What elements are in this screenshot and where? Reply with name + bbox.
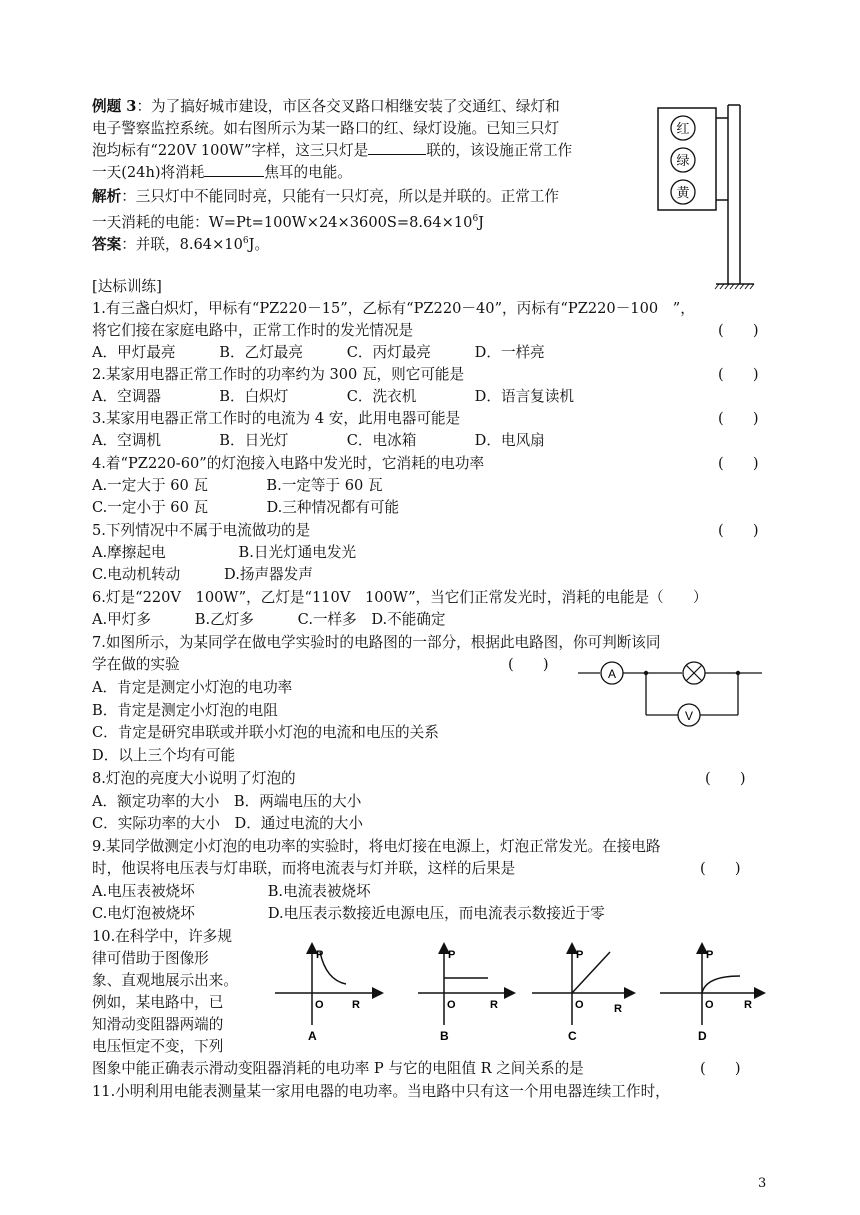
answer-line: 答案：并联，$8.64\times 10^6J$。 [92, 235, 270, 253]
q7-line-1: 7.如图所示，为某同学在做电学实验时的电路图的一部分，根据此电路图，你可判断该同 [92, 634, 661, 651]
q1-line-2: 将它们接在家庭电路中，正常工作时的发光情况是 [92, 322, 414, 339]
graph-c [532, 948, 630, 1043]
q1-options: A．甲灯最亮 B．乙灯最亮 C．丙灯最亮 D．一样亮 [92, 344, 545, 361]
q5-answer-blank: ( ) [718, 522, 759, 539]
svg-text:R: R [490, 999, 498, 1011]
q1-answer-blank: ( ) [718, 322, 759, 339]
q10-line-2: 律可借助于图像形 [92, 950, 209, 967]
section-title: [达标训练] [92, 278, 162, 295]
q9-line-2: 时，他误将电压表与灯串联，而将电流表与灯并联，这样的后果是 [92, 860, 516, 877]
q11-line-1: 11.小明利用电能表测量某一家用电器的电功率。当电路中只有这一个用电器连续工作时， [92, 1083, 670, 1100]
q2-answer-blank: ( ) [718, 366, 759, 383]
q10-graphs [270, 940, 770, 1055]
svg-text:O: O [447, 999, 456, 1011]
q9-options-1: A.电压表被烧坏 B.电流表被烧坏 [92, 883, 371, 900]
q1-line-1: 1.有三盏白炽灯，甲标有“PZ220－15”，乙标有“PZ220－40”，丙标有“PZ220－100 ”， [92, 300, 695, 317]
q10-line-4: 例如，某电路中，已 [92, 994, 224, 1011]
graph-a [275, 948, 378, 1043]
svg-text:R: R [614, 1003, 622, 1015]
q8-options-2: C．实际功率的大小 D．通过电流的大小 [92, 815, 363, 832]
q3-line-1: 3.某家用电器正常工作时的电流为 4 安，此用电器可能是 [92, 410, 461, 427]
q10-line-6: 电压恒定不变，下列 [92, 1038, 224, 1055]
q4-line-1: 4.着“PZ220-60”的灯泡接入电路中发光时，它消耗的电功率 [92, 455, 485, 472]
svg-text:P: P [316, 949, 324, 961]
example-line-2: 电子警察监控系统。如右图所示为某一路口的红、绿灯设施。已知三只灯 [92, 120, 560, 137]
q4-options-1: A.一定大于 60 瓦 B.一定等于 60 瓦 [92, 477, 383, 494]
q7-option-c: C．肯定是研究串联或并联小灯泡的电流和电压的关系 [92, 724, 439, 741]
q9-line-1: 9.某同学做测定小灯泡的电功率的实验时，将电灯接在电源上，灯泡正常发光。在接电路 [92, 838, 661, 855]
q7-option-d: D．以上三个均有可能 [92, 747, 236, 764]
q7-circuit-diagram [570, 655, 770, 730]
q10-answer-blank: ( ) [700, 1060, 741, 1077]
svg-text:R: R [744, 999, 752, 1011]
q10-line-5: 知滑动变阻器两端的 [92, 1016, 224, 1033]
q7-answer-blank: ( ) [508, 656, 549, 673]
svg-text:R: R [352, 999, 360, 1011]
q8-line-1: 8.灯泡的亮度大小说明了灯泡的 [92, 770, 296, 787]
q4-answer-blank: ( ) [718, 455, 759, 472]
q9-options-2: C.电灯泡被烧坏 D.电压表示数接近电源电压，而电流表示数接近于零 [92, 905, 605, 922]
example-line-3: 泡均标有“220V 100W”字样，这三只灯是 联的，该设施正常工作 [92, 142, 573, 159]
q5-options-1: A.摩擦起电 B.日光灯通电发光 [92, 544, 357, 561]
q9-answer-blank: ( ) [700, 860, 741, 877]
example-line-4: 一天(24h)将消耗 焦耳的电能。 [92, 164, 352, 181]
analysis-label: 解析 [92, 188, 122, 205]
answer-label: 答案 [92, 235, 122, 253]
q3-options: A．空调机 B．日光灯 C．电冰箱 D．电风扇 [92, 432, 545, 449]
svg-text:A: A [607, 667, 617, 681]
example-line-1: 例题 3：为了搞好城市建设，市区各交叉路口相继安装了交通红、绿灯和 [92, 98, 560, 115]
q8-answer-blank: ( ) [705, 770, 746, 787]
analysis-line-2: 一天消耗的电能：$W=Pt=100W\times 24\times 3600S=8.64\times 10^6J$ [92, 213, 485, 231]
svg-text:O: O [575, 999, 584, 1011]
svg-text:红: 红 [676, 121, 690, 136]
q7-option-b: B．肯定是测定小灯泡的电阻 [92, 702, 278, 719]
q10-line-1: 10.在科学中，许多规 [92, 928, 232, 945]
analysis-line-1: 解析：三只灯中不能同时亮，只能有一只灯亮，所以是并联的。正常工作 [92, 188, 560, 205]
svg-text:V: V [684, 709, 694, 723]
q10-line-3: 象、直观地展示出来。 [92, 972, 238, 989]
page-number: 3 [758, 1176, 767, 1191]
q6-options: A.甲灯多 B.乙灯多 C.一样多 D.不能确定 [92, 611, 446, 628]
q2-line-1: 2.某家用电器正常工作时的功率约为 300 瓦，则它可能是 [92, 366, 465, 383]
q6-line-1: 6.灯是“220V 100W”，乙灯是“110V 100W”，当它们正常发光时，消耗的电能是（ ） [92, 589, 708, 606]
svg-text:绿: 绿 [676, 153, 690, 168]
svg-text:P: P [576, 949, 584, 961]
q10-line-7: 图象中能正确表示滑动变阻器消耗的电功率 P 与它的电阻值 R 之间关系的是 [92, 1060, 584, 1077]
q7-option-a: A．肯定是测定小灯泡的电功率 [92, 679, 293, 696]
example-label: 例题 3 [92, 98, 137, 115]
q2-options: A．空调器 B．白炽灯 C．洗衣机 D．语言复读机 [92, 388, 574, 405]
q5-options-2: C.电动机转动 D.扬声器发声 [92, 566, 313, 583]
svg-text:O: O [315, 999, 324, 1011]
svg-text:黄: 黄 [676, 185, 690, 200]
svg-text:C: C [568, 1029, 577, 1043]
q4-options-2: C.一定小于 60 瓦 D.三种情况都有可能 [92, 499, 400, 516]
svg-text:B: B [440, 1029, 449, 1043]
q8-options-1: A．额定功率的大小 B．两端电压的大小 [92, 793, 362, 810]
traffic-light-figure [650, 100, 760, 290]
q5-line-1: 5.下列情况中不属于电流做功的是 [92, 522, 311, 539]
svg-text:P: P [706, 949, 714, 961]
q7-line-2: 学在做的实验 [92, 656, 180, 673]
svg-text:O: O [705, 999, 714, 1011]
svg-text:D: D [698, 1029, 707, 1043]
graph-d [660, 948, 760, 1043]
q3-answer-blank: ( ) [718, 410, 759, 427]
graph-b [418, 948, 510, 1043]
svg-text:P: P [448, 949, 456, 961]
svg-text:A: A [308, 1029, 317, 1043]
